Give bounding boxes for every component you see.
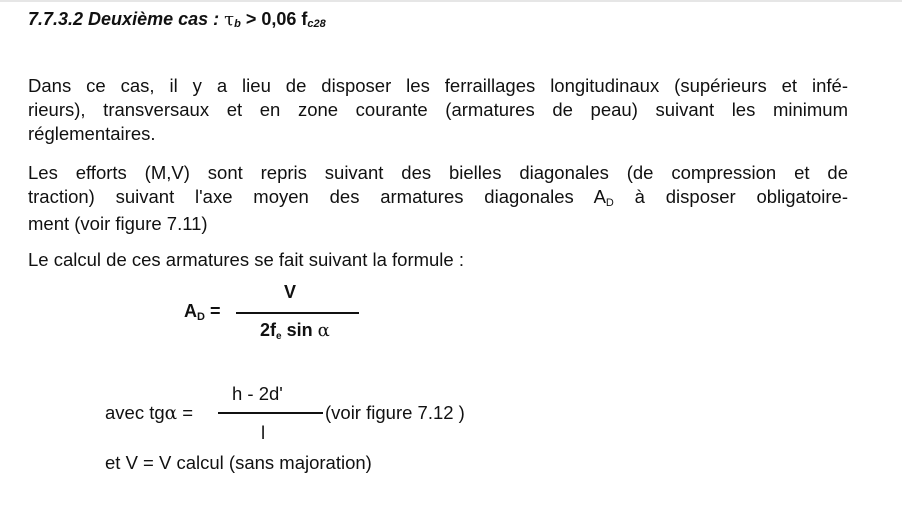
p2-line-2-post: à disposer obligatoire- bbox=[613, 186, 848, 207]
formula-tg-alpha bbox=[105, 383, 525, 443]
formula-ad-denominator-subscript: e bbox=[276, 331, 282, 342]
formula-ad-numerator: V bbox=[284, 282, 297, 302]
tau-symbol: τ bbox=[224, 9, 235, 30]
section-heading bbox=[28, 9, 326, 30]
p3-line-1: Le calcul de ces armatures se fait suivant la formule : bbox=[28, 249, 464, 270]
section-number-title: 7.7.3.2 Deuxième cas : bbox=[28, 9, 220, 29]
formula-ad bbox=[184, 282, 384, 355]
p1-line-3: réglementaires. bbox=[28, 123, 156, 144]
tau-subscript: b bbox=[234, 18, 241, 30]
p2-line-2 bbox=[28, 185, 848, 212]
formula-ad-lhs-subscript: D bbox=[197, 311, 205, 323]
p2-subscript-d: D bbox=[605, 197, 614, 209]
formula-ad-fraction-bar bbox=[236, 312, 359, 314]
p2-line-3: ment (voir figure 7.11) bbox=[28, 213, 208, 234]
heading-condition: > 0,06 f bbox=[245, 9, 308, 29]
formula-ad-denominator: $2f_e$ sin α bbox=[260, 320, 330, 342]
paragraph-diagonal-struts bbox=[28, 161, 848, 236]
paragraph-formula-intro bbox=[28, 248, 848, 272]
condition-subscript: c28 bbox=[307, 18, 326, 30]
formula-tg-reference: (voir figure 7.12 ) bbox=[325, 402, 465, 423]
formula-tg-fraction-bar bbox=[218, 412, 323, 414]
p2-line-2-pre: traction) suivant l'axe moyen des armatures diagonales A bbox=[28, 186, 606, 207]
formula-tg-numerator: h - 2d' bbox=[232, 383, 283, 404]
p1-line-1: Dans ce cas, il y a lieu de disposer les ferraillages longitudinaux (supérieurs et infé- bbox=[28, 75, 848, 96]
alpha-symbol: α bbox=[317, 320, 330, 341]
top-border bbox=[0, 0, 902, 2]
formula-tg-denominator: l bbox=[261, 422, 266, 443]
p2-line-1: Les efforts (M,V) sont repris suivant des bielles diagonales (de compression et de bbox=[28, 162, 848, 183]
paragraph-minimum-reinforcement bbox=[28, 74, 848, 146]
p1-line-2: rieurs), transversaux et en zone courante (armatures de peau) suivant les minimum bbox=[28, 99, 848, 120]
alpha-symbol: α bbox=[164, 403, 178, 424]
shear-force-note: et V = V calcul (sans majoration) bbox=[105, 452, 372, 473]
formula-tg-lhs: avec tgα = bbox=[105, 402, 194, 424]
formula-ad-lhs: $A_D$ = bbox=[184, 301, 221, 323]
